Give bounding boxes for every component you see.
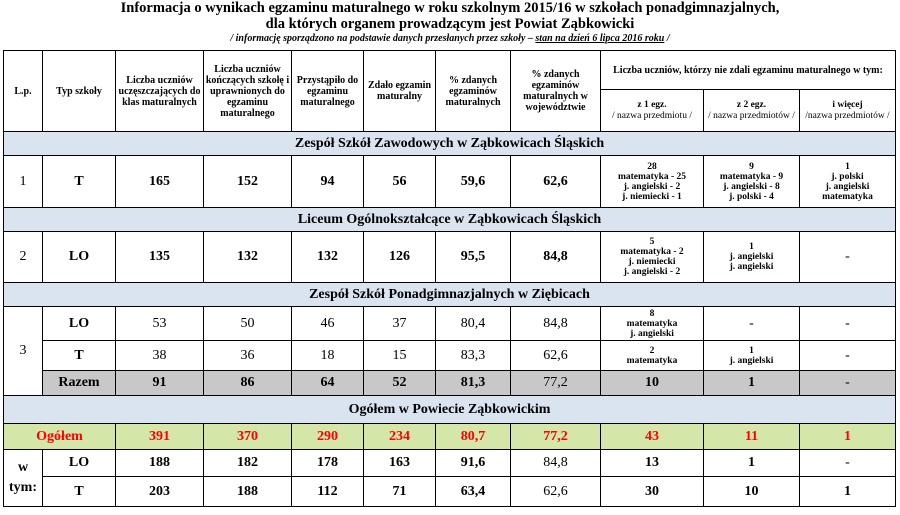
z2-subject: j. angielski (729, 252, 774, 262)
cell-z2 (704, 341, 800, 371)
z3-subject: j. polski (831, 171, 864, 182)
z1-subject: matematyka - 25 (617, 171, 687, 182)
cell-liczba: 91 (116, 371, 204, 396)
cell-pct-woj: 62,6 (511, 341, 601, 371)
table-row (4, 450, 896, 477)
report-title-line-1: Informacja o wynikach egzaminu maturalnego w roku szkolnym 2015/16 w szkołach ponadgimnazjalnych, (120, 0, 780, 16)
col-z3-sub: /nazwa przedmiotów / (805, 110, 890, 121)
cell-z1: 43 (601, 424, 704, 450)
cell-przystapilo: 178 (292, 450, 364, 477)
col-z2-sub: / nazwa przedmiotów / (708, 110, 795, 121)
cell-przystapilo: 64 (292, 371, 364, 396)
results-table (3, 50, 896, 507)
cell-z3 (800, 156, 896, 208)
z2-subject: j. angielski - 8 (723, 181, 780, 192)
cell-przystapilo: 18 (292, 341, 364, 371)
cell-total-label: Razem (43, 371, 116, 396)
cell-liczba: 135 (116, 232, 204, 283)
col-typ: Typ szkoły (43, 51, 116, 132)
note-end: / (666, 33, 670, 44)
cell-zdalo: 71 (364, 477, 436, 507)
cell-pct: 59,6 (436, 156, 511, 208)
col-przystapilo: Przystąpiło do egzaminu maturalnego (292, 51, 364, 132)
w-tym-2: tym: (9, 480, 37, 495)
cell-z3: 1 (800, 477, 896, 507)
report-note (0, 33, 900, 45)
z2-subject: j. angielski (729, 262, 774, 272)
cell-pct: 80,4 (436, 307, 511, 341)
cell-konczacych: 132 (204, 232, 292, 283)
col-z1 (601, 90, 704, 132)
z1-subject: j. angielski - 2 (623, 267, 681, 277)
col-z3 (800, 90, 896, 132)
table-row-total (4, 371, 896, 396)
z1-subject: matematyka - 2 (620, 247, 684, 257)
col-z1-sub: / nazwa przedmiotu / (612, 110, 692, 121)
table-row (4, 307, 896, 341)
z3-subject: j. angielski (825, 181, 870, 192)
cell-konczacych: 50 (204, 307, 292, 341)
cell-typ: T (43, 341, 116, 371)
cell-przystapilo: 132 (292, 232, 364, 283)
cell-pct-woj: 62,6 (511, 156, 601, 208)
cell-z3: - (800, 341, 896, 371)
cell-przystapilo: 94 (292, 156, 364, 208)
cell-liczba: 38 (116, 341, 204, 371)
z2-subject: matematyka - 9 (719, 171, 784, 182)
cell-liczba: 53 (116, 307, 204, 341)
z1-count: 28 (647, 161, 657, 172)
cell-z2: 11 (704, 424, 800, 450)
cell-w-tym (4, 450, 43, 507)
z1-subject: j. angielski - 2 (623, 181, 681, 192)
cell-zdalo: 234 (364, 424, 436, 450)
cell-zdalo: 126 (364, 232, 436, 283)
cell-liczba: 203 (116, 477, 204, 507)
cell-pct: 63,4 (436, 477, 511, 507)
cell-liczba: 391 (116, 424, 204, 450)
cell-zdalo: 15 (364, 341, 436, 371)
cell-zdalo: 37 (364, 307, 436, 341)
cell-konczacych: 188 (204, 477, 292, 507)
z2-subject: j. polski - 4 (729, 191, 774, 202)
cell-overall-label: Ogółem (4, 424, 116, 450)
cell-przystapilo: 46 (292, 307, 364, 341)
cell-typ: LO (43, 232, 116, 283)
cell-konczacych: 182 (204, 450, 292, 477)
col-konczacych: Liczba uczniów kończących szkołę i uprawnionych do egzaminu maturalnego (204, 51, 292, 132)
col-pct-woj: % zdanych egzaminów maturalnych w województwie (511, 51, 601, 132)
cell-z2 (704, 156, 800, 208)
z1-subject: matematyka (626, 318, 678, 329)
section-title: Zespół Szkół Ponadgimnazjalnych w Ziębicach (4, 283, 896, 307)
cell-z1 (601, 341, 704, 371)
col-liczba: Liczba uczniów uczęszczających do klas maturalnych (116, 51, 204, 132)
cell-pct-woj: 77,2 (511, 371, 601, 396)
cell-z1: 13 (601, 450, 704, 477)
col-z1-title: z 1 egz. (637, 99, 667, 110)
note-text: / informację sporządzono na podstawie danych przesłanych przez szkoły – (230, 33, 533, 44)
z2-count: 1 (749, 345, 754, 356)
col-z3-title: i więcej (832, 99, 863, 110)
cell-z1 (601, 232, 704, 283)
cell-pct-woj: 62,6 (511, 477, 601, 507)
z2-subject: j. angielski (729, 355, 774, 366)
cell-z2: - (704, 307, 800, 341)
z1-count: 2 (649, 345, 655, 356)
note-date: stan na dzień 6 lipca 2016 roku (535, 33, 665, 44)
z1-subject: j. niemiecki - 1 (622, 191, 682, 202)
cell-pct: 95,5 (436, 232, 511, 283)
cell-pct-woj: 84,8 (511, 450, 601, 477)
cell-z1 (601, 307, 704, 341)
cell-pct: 81,3 (436, 371, 511, 396)
z1-subject: j. angielski (630, 328, 674, 339)
cell-z1: 10 (601, 371, 704, 396)
table-row (4, 232, 896, 283)
cell-z3: - (800, 307, 896, 341)
cell-przystapilo: 112 (292, 477, 364, 507)
z1-subject: matematyka (626, 355, 678, 366)
table-row (4, 156, 896, 208)
z1-count: 8 (649, 308, 655, 319)
col-z2 (704, 90, 800, 132)
cell-typ: T (43, 156, 116, 208)
cell-konczacych: 152 (204, 156, 292, 208)
z2-count: 1 (749, 242, 754, 252)
cell-pct-woj: 84,8 (511, 232, 601, 283)
cell-pct: 91,6 (436, 450, 511, 477)
cell-lp: 2 (4, 232, 43, 283)
cell-lp: 3 (4, 307, 43, 396)
report-title-line-2: dla których organem prowadzącym jest Powiat Ząbkowicki (265, 16, 635, 32)
col-lp: L.p. (4, 51, 43, 132)
z1-count: 5 (649, 237, 655, 247)
col-nie-zdali: Liczba uczniów, którzy nie zdali egzaminu maturalnego w tym: (601, 51, 896, 90)
cell-pct: 80,7 (436, 424, 511, 450)
cell-z2 (704, 232, 800, 283)
col-z2-title: z 2 egz. (736, 99, 767, 110)
z2-count: 9 (749, 161, 754, 172)
cell-z3: - (800, 232, 896, 283)
col-pct: % zdanych egzaminów maturalnych (436, 51, 511, 132)
table-row (4, 341, 896, 371)
cell-z1: 30 (601, 477, 704, 507)
cell-typ: T (43, 477, 116, 507)
z1-subject: j. niemiecki (628, 257, 676, 267)
cell-typ: LO (43, 450, 116, 477)
section-title: Ogółem w Powiecie Ząbkowickim (4, 396, 896, 424)
cell-z2: 1 (704, 371, 800, 396)
cell-zdalo: 163 (364, 450, 436, 477)
cell-konczacych: 86 (204, 371, 292, 396)
cell-lp: 1 (4, 156, 43, 208)
cell-liczba: 165 (116, 156, 204, 208)
z3-count: 1 (845, 161, 850, 172)
cell-przystapilo: 290 (292, 424, 364, 450)
cell-typ: LO (43, 307, 116, 341)
cell-pct-woj: 84,8 (511, 307, 601, 341)
section-title: Liceum Ogólnokształcące w Ząbkowicach Śląskich (4, 208, 896, 232)
cell-liczba: 188 (116, 450, 204, 477)
cell-z2: 1 (704, 450, 800, 477)
col-zdalo: Zdało egzamin maturalny (364, 51, 436, 132)
section-title: Zespół Szkół Zawodowych w Ząbkowicach Śląskich (4, 132, 896, 156)
cell-pct: 83,3 (436, 341, 511, 371)
cell-z1 (601, 156, 704, 208)
cell-z2: 10 (704, 477, 800, 507)
cell-z3: 1 (800, 424, 896, 450)
cell-pct-woj: 77,2 (511, 424, 601, 450)
table-row-overall (4, 424, 896, 450)
cell-konczacych: 370 (204, 424, 292, 450)
z3-subject: matematyka (822, 191, 873, 202)
cell-konczacych: 36 (204, 341, 292, 371)
cell-z3: - (800, 450, 896, 477)
cell-zdalo: 52 (364, 371, 436, 396)
cell-zdalo: 56 (364, 156, 436, 208)
w-tym-1: w (17, 460, 29, 475)
cell-z3: - (800, 371, 896, 396)
table-row (4, 477, 896, 507)
